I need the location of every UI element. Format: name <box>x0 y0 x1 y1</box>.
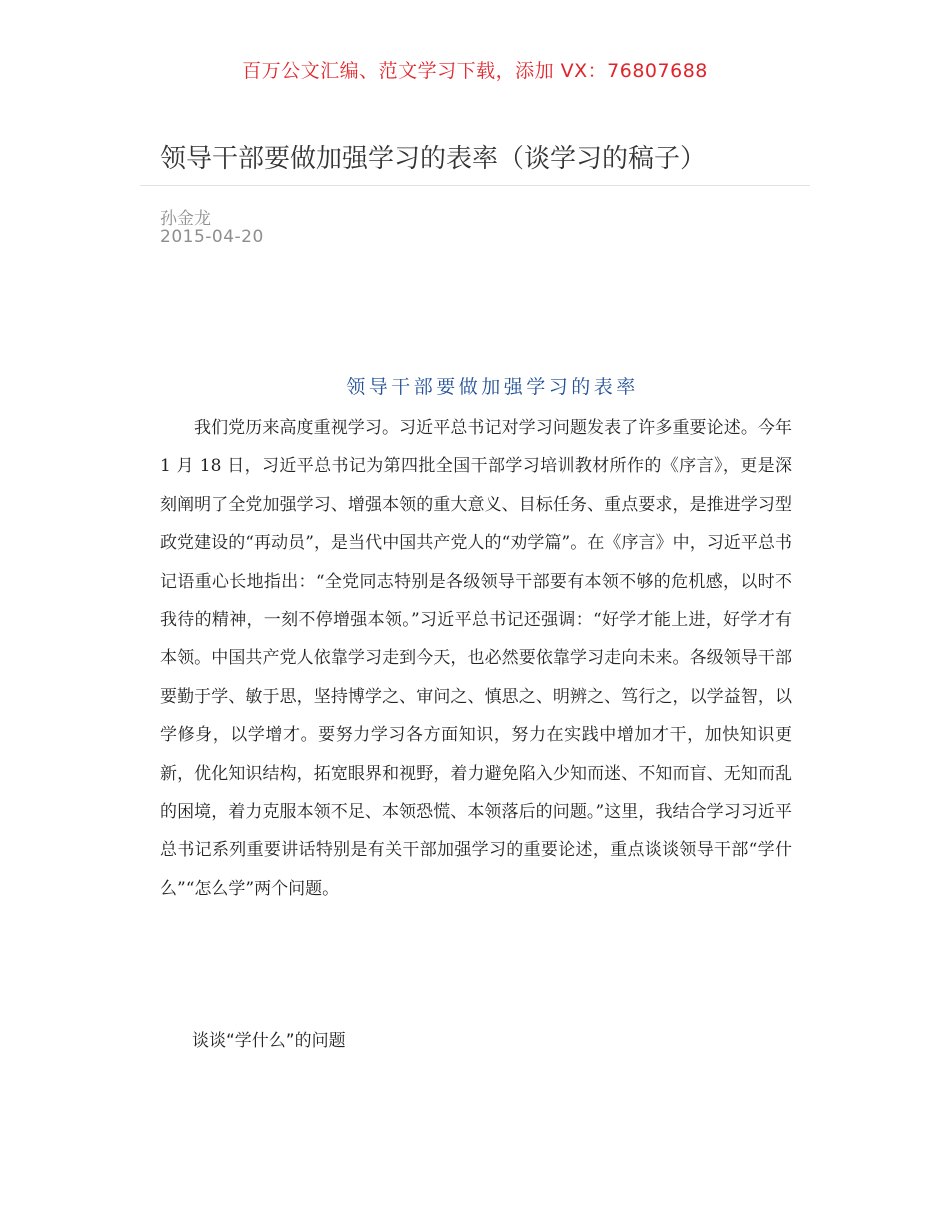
article-date: 2015-04-20 <box>160 227 264 247</box>
section-title: 领导干部要做加强学习的表率 <box>346 376 639 398</box>
body-paragraph: 我们党历来高度重视学习。习近平总书记对学习问题发表了许多重要论述。今年 1 月 18 日，习近平总书记为第四批全国干部学习培训教材所作的《序言》，更是深刻阐明了全党加强学习、增强本领的重大意义、目标任务、重点要求，是推进学习型政党建设的“再动员”，是当代中国共产党人的“劝学篇”。在《序言》中，习近平总书记语重心长地指出：“全党同志特别是各级领导干部要有本领不够的危机感，以时不我待的精神，一刻不停增强本领。”习近平总书记还强调：“好学才能上进，好学才有本领。中国共产党人依靠学习走到今天，也必然要依靠学习走向未来。各级领导干部要勤于学、敏于思，坚持博学之、审问之、慎思之、明辨之、笃行之，以学益智，以学修身，以学增才。要努力学习各方面知识，努力在实践中增加才干，加快知识更新，优化知识结构，拓宽眼界和视野，着力避免陷入少知而迷、不知而盲、无知而乱的困境，着力克服本领不足、本领恐慌、本领落后的问题。”这里，我结合学习习近平总书记系列重要讲话特别是有关干部加强学习的重要论述，重点谈谈领导干部“学什么”“怎么学”两个问题。 <box>160 418 792 899</box>
article-author: 孙金龙 <box>160 209 211 229</box>
article-title: 领导干部要做加强学习的表率（谈学习的稿子） <box>160 144 707 174</box>
subheading: 谈谈“学什么”的问题 <box>192 1031 346 1051</box>
title-divider <box>140 185 810 186</box>
promo-banner: 百万公文汇编、范文学习下载，添加 VX：76807688 <box>242 60 708 82</box>
